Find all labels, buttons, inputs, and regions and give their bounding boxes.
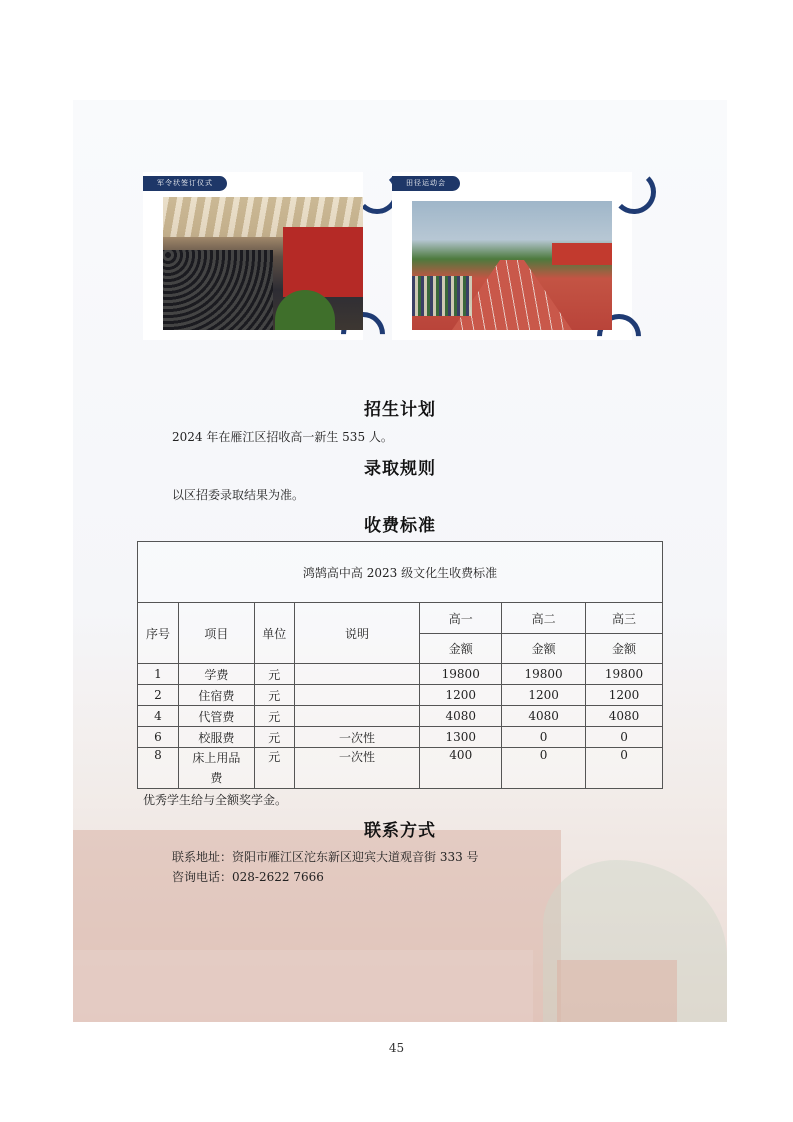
cell-g3: 1200 (586, 685, 663, 706)
cell-g1: 19800 (420, 664, 502, 685)
header-grade-2: 高二 (502, 603, 586, 634)
cell-no: 2 (138, 685, 179, 706)
header-amount: 金额 (420, 634, 502, 664)
cell-note (294, 706, 420, 727)
header-grade-1: 高一 (420, 603, 502, 634)
page-number: 45 (388, 1041, 405, 1055)
cell-note (294, 664, 420, 685)
contact-address: 联系地址：资阳市雁江区沱东新区迎宾大道观音街 333 号 (172, 850, 479, 864)
photo-tag-ceremony: 军令状签订仪式 (143, 176, 227, 191)
cell-g2: 0 (502, 727, 586, 748)
cell-item: 学费 (178, 664, 254, 685)
cell-unit: 元 (254, 685, 294, 706)
photo-card-sports (392, 172, 632, 340)
cell-item: 住宿费 (178, 685, 254, 706)
cell-g1: 4080 (420, 706, 502, 727)
ceremony-photo (163, 197, 363, 330)
admit-title: 录取规则 (364, 459, 436, 479)
fee-note: 优秀学生给与全额奖学金。 (143, 793, 288, 807)
fee-table (137, 541, 663, 789)
cell-g3: 19800 (586, 664, 663, 685)
decorative-arc (612, 170, 656, 214)
cell-note (294, 685, 420, 706)
cell-note: 一次性 (294, 727, 420, 748)
contact-title: 联系方式 (364, 821, 436, 841)
photo-tag-sports: 田径运动会 (392, 176, 460, 191)
header-item: 项目 (178, 603, 254, 664)
cell-g2: 19800 (502, 664, 586, 685)
cell-g3: 4080 (586, 706, 663, 727)
enroll-text: 2024 年在雁江区招收高一新生 535 人。 (172, 430, 393, 444)
background-building-base (73, 950, 533, 1022)
cell-g1: 400 (420, 748, 502, 789)
cell-g1: 1200 (420, 685, 502, 706)
cell-no: 1 (138, 664, 179, 685)
cell-g1: 1300 (420, 727, 502, 748)
photo-card-ceremony (143, 172, 363, 340)
cell-unit: 元 (254, 664, 294, 685)
table-row (138, 664, 663, 685)
header-note: 说明 (294, 603, 420, 664)
contact-phone: 咨询电话：028-2622 7666 (172, 870, 324, 884)
cell-item: 床上用品费 (178, 748, 254, 789)
cell-no: 8 (138, 748, 179, 789)
cell-item: 代管费 (178, 706, 254, 727)
fee-table-caption: 鸿鹄高中高 2023 级文化生收费标准 (138, 542, 663, 603)
table-row (138, 748, 663, 789)
cell-g3: 0 (586, 748, 663, 789)
cell-unit: 元 (254, 748, 294, 789)
background-sign (557, 960, 677, 1022)
fee-title: 收费标准 (364, 516, 436, 536)
cell-note: 一次性 (294, 748, 420, 789)
cell-unit: 元 (254, 706, 294, 727)
cell-no: 6 (138, 727, 179, 748)
header-amount: 金额 (502, 634, 586, 664)
enroll-title: 招生计划 (364, 400, 436, 420)
header-grade-3: 高三 (586, 603, 663, 634)
table-row (138, 727, 663, 748)
cell-item: 校服费 (178, 727, 254, 748)
header-unit: 单位 (254, 603, 294, 664)
table-row (138, 685, 663, 706)
admit-text: 以区招委录取结果为准。 (172, 488, 305, 502)
sports-photo (412, 201, 612, 330)
cell-g2: 0 (502, 748, 586, 789)
header-amount: 金额 (586, 634, 663, 664)
cell-unit: 元 (254, 727, 294, 748)
cell-g3: 0 (586, 727, 663, 748)
cell-g2: 1200 (502, 685, 586, 706)
cell-g2: 4080 (502, 706, 586, 727)
cell-no: 4 (138, 706, 179, 727)
header-no: 序号 (138, 603, 179, 664)
table-row (138, 706, 663, 727)
